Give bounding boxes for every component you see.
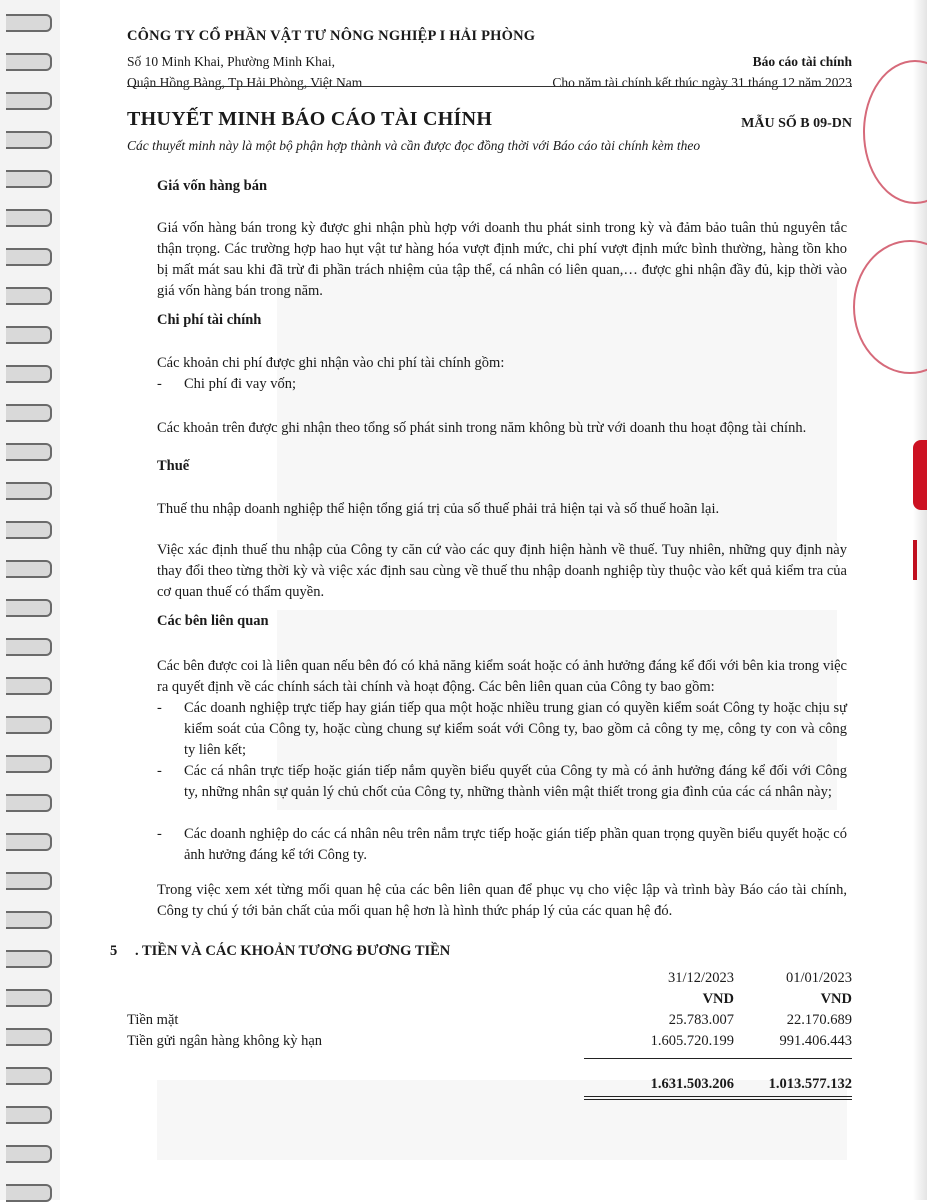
binding-ring: [6, 1145, 52, 1163]
red-stamp-fragment: [913, 540, 917, 580]
binding-ring: [6, 911, 52, 929]
paragraph-related-intro: Các bên được coi là liên quan nếu bên đó có khả năng kiểm soát hoặc có ảnh hưởng đáng kể đối với bên kia trong việc ra quyết định về các chính sách tài chính và hoạt động. Các bên liên quan của Công ty bao gồm:: [157, 658, 847, 695]
page-title: THUYẾT MINH BÁO CÁO TÀI CHÍNH: [127, 108, 493, 130]
binding-ring: [6, 248, 52, 266]
binding-ring: [6, 443, 52, 461]
address-line-2: Quận Hồng Bàng, Tp Hải Phòng, Việt Nam: [127, 75, 363, 90]
binding-ring: [6, 482, 52, 500]
binding-ring: [6, 677, 52, 695]
spiral-binding: [0, 0, 60, 1200]
binding-ring: [6, 1106, 52, 1124]
binding-ring: [6, 209, 52, 227]
page-subtitle: Các thuyết minh này là một bộ phận hợp thành và cần được đọc đồng thời với Báo cáo tài chính kèm theo: [127, 138, 701, 153]
column-currency-prior: VND: [820, 991, 852, 1007]
address-line-1: Số 10 Minh Khai, Phường Minh Khai,: [127, 54, 335, 69]
section-number: 5: [110, 943, 118, 959]
column-currency-current: VND: [702, 991, 734, 1007]
company-name: CÔNG TY CỔ PHẦN VẬT TƯ NÔNG NGHIỆP I HẢI PHÒNG: [127, 28, 536, 44]
document-header: [127, 28, 852, 93]
binding-ring: [6, 989, 52, 1007]
total-double-rule: [702, 1099, 852, 1100]
table-row-label: Tiền gửi ngân hàng không kỳ hạn: [127, 1033, 323, 1049]
binding-ring: [6, 521, 52, 539]
total-double-rule: [702, 1096, 852, 1097]
binding-ring: [6, 872, 52, 890]
binding-ring: [6, 1184, 52, 1202]
total-rule-top: [702, 1058, 852, 1059]
binding-ring: [6, 287, 52, 305]
section-title: . TIỀN VÀ CÁC KHOẢN TƯƠNG ĐƯƠNG TIỀN: [135, 943, 451, 959]
binding-ring: [6, 92, 52, 110]
bullet-text: Các doanh nghiệp do các cá nhân nêu trên nắm trực tiếp hoặc gián tiếp phần quan trọng quyền biểu quyết hoặc có ảnh hưởng đáng kể tới Công ty.: [184, 826, 847, 863]
paragraph-related-closing: Trong việc xem xét từng mối quan hệ của các bên liên quan để phục vụ cho việc lập và trình bày Báo cáo tài chính, Công ty chú ý tới bản chất của mối quan hệ hơn là hình thức pháp lý của các quan hệ đó.: [157, 882, 847, 919]
table-cell: 22.170.689: [786, 1012, 852, 1028]
binding-ring: [6, 1028, 52, 1046]
stamp-mark: [853, 240, 927, 374]
binding-ring: [6, 404, 52, 422]
table-row-label: Tiền mặt: [127, 1012, 179, 1028]
paragraph-finance-text: Các khoản trên được ghi nhận theo tổng số phát sinh trong năm không bù trừ với doanh thu hoạt động tài chính.: [157, 420, 807, 436]
binding-ring: [6, 716, 52, 734]
header-rule: [127, 86, 852, 87]
heading-tax: Thuế: [157, 458, 190, 474]
paragraph-cogs: Giá vốn hàng bán trong kỳ được ghi nhận phù hợp với doanh thu phát sinh trong kỳ và đảm bảo tuân thủ nguyên tắc thận trọng. Các trường hợp hao hụt vật tư hàng hóa vượt định mức, chi phí vượt định mức bình thường, hàng tồn kho bị mất mát sau khi đã trừ đi phần trách nhiệm của tập thể, cá nhân có liên quan,… được ghi nhận đầy đủ, kịp thời vào giá vốn hàng bán trong năm.: [157, 220, 847, 299]
binding-ring: [6, 131, 52, 149]
binding-ring: [6, 1067, 52, 1085]
binding-ring: [6, 599, 52, 617]
binding-ring: [6, 326, 52, 344]
table-cell: 25.783.007: [668, 1012, 734, 1028]
binding-ring: [6, 638, 52, 656]
column-date-current: 31/12/2023: [667, 970, 734, 986]
heading-related-parties: Các bên liên quan: [157, 613, 269, 629]
binding-ring: [6, 170, 52, 188]
report-type: Báo cáo tài chính: [752, 54, 852, 69]
paragraph-tax-1: Thuế thu nhập doanh nghiệp thể hiện tổng giá trị của số thuế phải trả hiện tại và số thuế hoãn lại.: [157, 501, 720, 517]
table-total: 1.631.503.206: [650, 1076, 734, 1092]
binding-ring: [6, 560, 52, 578]
binding-ring: [6, 365, 52, 383]
binding-ring: [6, 14, 52, 32]
form-number: MẪU SỐ B 09-DN: [741, 116, 852, 131]
binding-ring: [6, 833, 52, 851]
column-date-prior: 01/01/2023: [785, 970, 852, 986]
heading-cogs: Giá vốn hàng bán: [157, 178, 268, 194]
paragraph-tax-2: Việc xác định thuế thu nhập của Công ty căn cứ vào các quy định hiện hành về thuế. Tuy nhiên, những quy định này thay đổi theo từng thời kỳ và việc xác định sau cùng về thuế thu nhập doanh nghiệp tùy thuộc vào kết quả kiểm tra của cơ quan thuế có thẩm quyền.: [157, 542, 847, 600]
stamp-mark: [863, 60, 927, 204]
bullet-text: Các cá nhân trực tiếp hoặc gián tiếp nắm quyền biểu quyết của Công ty mà có ảnh hưởng đáng kể đối với Công ty, những nhân sự quản lý chủ chốt của Công ty, những thành viên mật thiết trong gia đình của các cá nhân này;: [184, 763, 847, 800]
table-total: 1.013.577.132: [768, 1076, 852, 1092]
table-cell: 1.605.720.199: [650, 1033, 734, 1049]
heading-finance-cost: Chi phí tài chính: [157, 312, 262, 328]
binding-ring: [6, 794, 52, 812]
table-cell: 991.406.443: [779, 1033, 852, 1049]
bullet-text: Chi phí đi vay vốn;: [184, 376, 296, 392]
binding-ring: [6, 755, 52, 773]
paragraph-finance-intro: Các khoản chi phí được ghi nhận vào chi phí tài chính gồm:: [157, 355, 505, 371]
bullet-text: Các doanh nghiệp trực tiếp hay gián tiếp qua một hoặc nhiều trung gian có quyền kiểm soát Công ty hoặc chịu sự kiểm soát của Công ty, hoặc cùng chung sự kiểm soát với Công ty, bao gồm cả công ty mẹ, công ty con và công ty liên kết;: [184, 700, 847, 758]
report-period: Cho năm tài chính kết thúc ngày 31 tháng 12 năm 2023: [552, 75, 852, 90]
red-stamp-fragment: [913, 440, 927, 510]
binding-ring: [6, 53, 52, 71]
binding-ring: [6, 950, 52, 968]
